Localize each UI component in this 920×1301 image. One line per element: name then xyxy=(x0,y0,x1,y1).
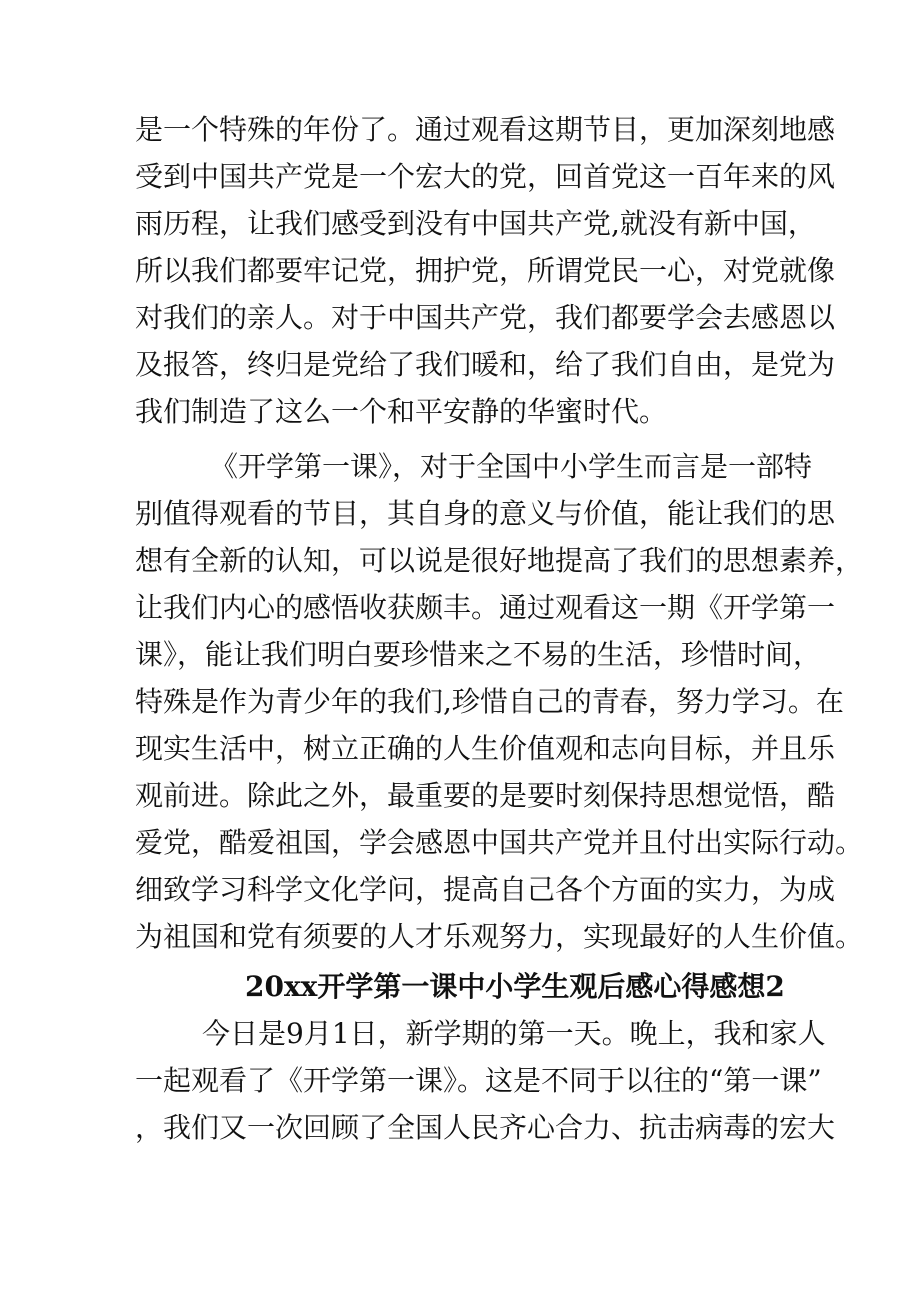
paragraph-1-line-7: 我们制造了这么一个和平安静的华蜜时代。 xyxy=(135,395,668,428)
section-heading: 20xx开学第一课中小学生观后感心得感想2 xyxy=(245,970,785,1003)
paragraph-2-line-3: 想有全新的认知，可以说是很好地提高了我们的思想素养， xyxy=(135,544,864,577)
paragraph-1-line-3: 雨历程，让我们感受到没有中国共产党,就没有新中国， xyxy=(135,207,816,240)
paragraph-3-line-2: 一起观看了《开学第一课》。这是不同于以往的“第一课” xyxy=(135,1064,822,1097)
paragraph-3-line-1: 今日是9月1日，新学期的第一天。晚上，我和家人 xyxy=(202,1017,826,1050)
paragraph-2-line-7: 现实生活中，树立正确的人生价值观和志向目标，并且乐 xyxy=(135,732,836,765)
paragraph-1-line-1: 是一个特殊的年份了。通过观看这期节目，更加深刻地感 xyxy=(135,113,836,146)
paragraph-1-line-4: 所以我们都要牢记党，拥护党，所谓党民一心，对党就像 xyxy=(135,254,836,287)
paragraph-1-line-5: 对我们的亲人。对于中国共产党，我们都要学会去感恩以 xyxy=(135,301,836,334)
paragraph-1-line-2: 受到中国共产党是一个宏大的党，回首党这一百年来的风 xyxy=(135,160,836,193)
paragraph-2-line-2: 别值得观看的节目，其自身的意义与价值，能让我们的思 xyxy=(135,497,836,530)
paragraph-2-line-6: 特殊是作为青少年的我们,珍惜自己的青春，努力学习。在 xyxy=(135,685,844,718)
paragraph-2-line-10: 细致学习科学文化学问，提高自己各个方面的实力，为成 xyxy=(135,873,836,906)
paragraph-2-line-5: 课》，能让我们明白要珍惜来之不易的生活，珍惜时间， xyxy=(135,638,822,671)
paragraph-2-line-11: 为祖国和党有须要的人才乐观努力，实现最好的人生价值。 xyxy=(135,920,864,953)
paragraph-2-line-9: 爱党，酷爱祖国，学会感恩中国共产党并且付出实际行动。 xyxy=(135,826,864,859)
paragraph-3-line-3: ，我们又一次回顾了全国人民齐心合力、抗击病毒的宏大 xyxy=(135,1111,836,1144)
paragraph-2-line-1: 《开学第一课》，对于全国中小学生而言是一部特 xyxy=(210,450,813,483)
paragraph-2-line-4: 让我们内心的感悟收获颇丰。通过观看这一期《开学第一 xyxy=(135,591,836,624)
paragraph-2-line-8: 观前进。除此之外，最重要的是要时刻保持思想觉悟，酷 xyxy=(135,779,836,812)
paragraph-1-line-6: 及报答，终归是党给了我们暖和，给了我们自由，是党为 xyxy=(135,348,836,381)
